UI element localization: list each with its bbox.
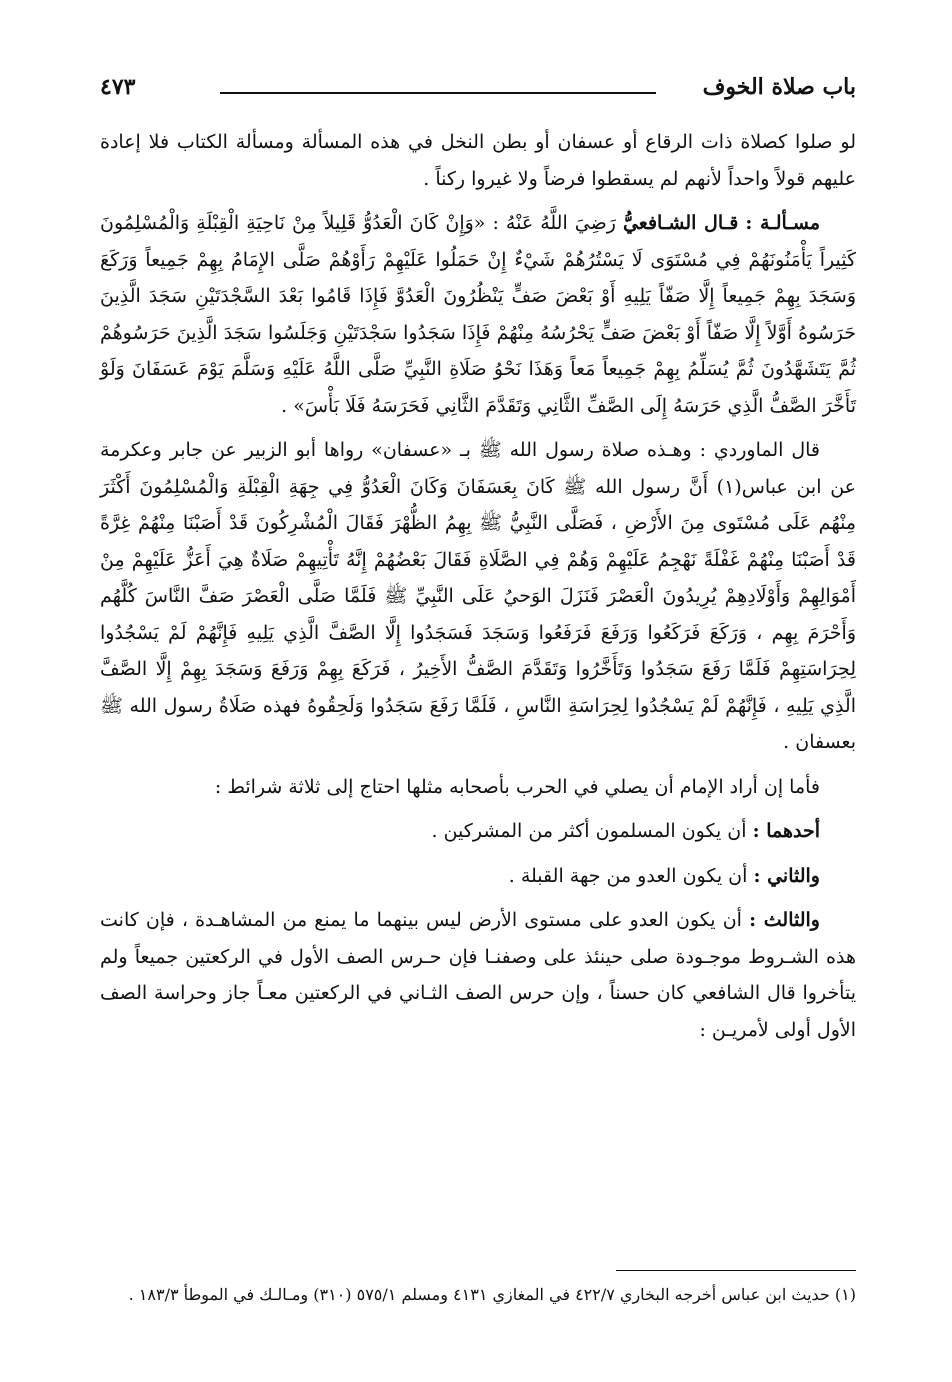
issue-speaker: قـال الشـافعيُّ — [622, 212, 739, 234]
header-rule — [220, 92, 656, 94]
paragraph-issue — [100, 205, 856, 424]
page-number: ٤٧٣ — [100, 74, 136, 100]
condition-1-label: أحدهما : — [752, 820, 820, 842]
paragraph-1: لو صلوا كصلاة ذات الرقاع أو عسفان أو بطن النخل في هذه المسألة ومسألة الكتاب فلا إعادة عليهم قولاً واحداً لأنهم لم يسقطوا فرضاً ولا غيروا ركناً . — [100, 131, 856, 190]
footnotes — [100, 1280, 856, 1310]
page-header — [100, 68, 856, 108]
paragraph-conditions: فأما إن أراد الإمام أن يصلي في الحرب بأصحابه مثلها احتاج إلى ثلاثة شرائط : — [214, 775, 820, 798]
condition-2-text: أن يكون العدو من جهة القبلة . — [508, 864, 748, 887]
condition-1-text: أن يكون المسلمون أكثر من المشركين . — [431, 820, 747, 842]
condition-3 — [100, 902, 856, 1048]
condition-3-label: والثالث : — [749, 909, 820, 931]
issue-quote: رَضِيَ اللَّهُ عَنْهُ : «وَإِنْ كَانَ الْعَدُوُّ قَلِيلاً مِنْ نَاحِيَةِ الْقِبْلَةِ وَالْمُسْلِمُونَ كَثِيراً يَأْمَنُونَهُمْ فِي مُسْتَوَى لَا يَسْتُرُهُمْ شَيْءٌ إِنْ حَمَلُوا عَلَيْهِمْ رَأَوْهُمْ صَلَّى الإِمَامُ بِهِمْ جَمِيعاً وَرَكَعَ وَسَجَدَ بِهِمْ جَمِيعاً إِلَّا صَفّاً يَلِيهِ أَوْ بَعْضَ صَفٍّ يَنْظُرُونَ الْعَدُوَّ فَإِذَا قَامُوا بَعْدَ السَّجْدَتَيْنِ سَجَدَ الَّذِينَ حَرَسُوهُ أَوَّلاً إِلَّا صَفّاً أَوْ بَعْضَ صَفٍّ يَحْرُسُهُ مِنْهُمْ فَإِذَا سَجَدُوا سَجْدَتَيْنِ وَجَلَسُوا سَجَدَ الَّذِينَ حَرَسُوهُمْ ثُمَّ يَتَشَهَّدُونَ ثُمَّ يُسَلِّمُ بِهِمْ جَمِيعاً مَعاً وَهَذَا نَحْوُ صَلَاةِ النَّبِيِّ صَلَّى اللَّهُ عَلَيْهِ وَسَلَّمَ يَوْمَ عَسَفَانَ وَلَوْ تَأَخَّرَ الصَّفُّ الَّذِي حَرَسَهُ إِلَى الصَّفِّ الثَّانِي وَتَقَدَّمَ الثَّانِي فَحَرَسَهُ فَلَا بَأْسَ» . — [100, 212, 857, 417]
condition-2 — [100, 858, 856, 895]
condition-3-text: أن يكون العدو على مستوى الأرض ليس بينهما ما يمنع من المشاهـدة ، فإن كانت هذه الشـروط موجـودة صلى حينئذ على وصفنـا فإن حـرس الصف الأول في الركعتين جميعاً ولم يتأخروا قال الشافعي كان حسناً ، وإن حرس الصف الثـاني في الركعتين معـاً جاز وحراسة الصف الأول أولى لأمريـن : — [100, 909, 856, 1041]
footnote-1: (١) حديث ابن عباس أخرجه البخاري ٤٢٢/٧ في المغازي ٤١٣١ ومسلم ٥٧٥/١ (٣١٠) ومـالـك في الموطأ ١٨٣/٣ . — [128, 1285, 856, 1304]
paragraph-mawardi: قال الماوردي : وهـذه صلاة رسول الله ﷺ بـ «عسفان» رواها أبو الزبير عن جابر وعكرمة عن ابن عباس(١) أَنَّ رسول الله ﷺ كَانَ بِعَسَفَانَ وَكَانَ الْعَدُوُّ فِي جِهَةِ الْقِبْلَةِ وَالْمُسْلِمُونَ أَكْثَرَ مِنْهُم عَلَى مُسْتَوى مِنَ الأَرْضِ ، فَصَلَّى النَّبِيُّ ﷺ بِهِمُ الظُّهْرَ فَقَالَ الْمُشْرِكُونَ قَدْ أَصَبْنَا مِنْهُمْ غِرَّةً قَدْ أَصَبْنَا مِنْهُمْ غَفْلَةً نَهْجِمُ عَلَيْهِمْ وَهُمْ فِي الصَّلَاةِ فَقَالَ بَعْضُهُمْ إِنَّهُ تَأْتِيهِمْ صَلَاةٌ هِيَ أَعَزُّ عَلَيْهِمْ مِنْ أَمْوَالِهِمْ وَأَوْلَادِهِمْ يُرِيدُونَ الْعَصْرَ فَنَزَلَ الوَحيُ عَلَى النَّبِيِّ ﷺ فَلَمَّا صَلَّى الْعَصْرَ صَفَّ النَّاسَ كُلَّهُم وَأَحْرَمَ بِهِم ، وَرَكَعَ فَرَكَعُوا وَرَفَعَ فَرَفَعُوا وَسَجَدَ فَسَجَدُوا إِلَّا الصَّفَّ الَّذِي يَلِيهِ فَإِنَّهُمْ لَمْ يَسْجُدُوا لِحِرَاسَتِهِمْ فَلَمَّا رَفَعَ سَجَدُوا وَتَأَخَّرُوا وَتَقَدَّمَ الصَّفُّ الأَخِيرُ ، فَرَكَعَ بِهِمْ وَرَفَعَ وَسَجَدَ بِهِمْ إِلَّا الصَّفَّ الَّذِي يَلِيهِ ، فَإِنَّهُمْ لَمْ يَسْجُدُوا لِحِرَاسَةِ النَّاسِ ، فَلَمَّا رَفَعَ سَجَدُوا وَلَحِقُوهُ فهذه صَلَاةُ رسول الله ﷺ بعسفان . — [100, 439, 856, 753]
chapter-title: باب صلاة الخوف — [702, 74, 856, 100]
condition-1 — [100, 813, 856, 850]
footnote-divider — [616, 1270, 856, 1271]
main-text — [100, 124, 856, 1056]
condition-2-label: والثاني : — [753, 864, 820, 887]
issue-label: مسـألـة : — [745, 212, 820, 234]
